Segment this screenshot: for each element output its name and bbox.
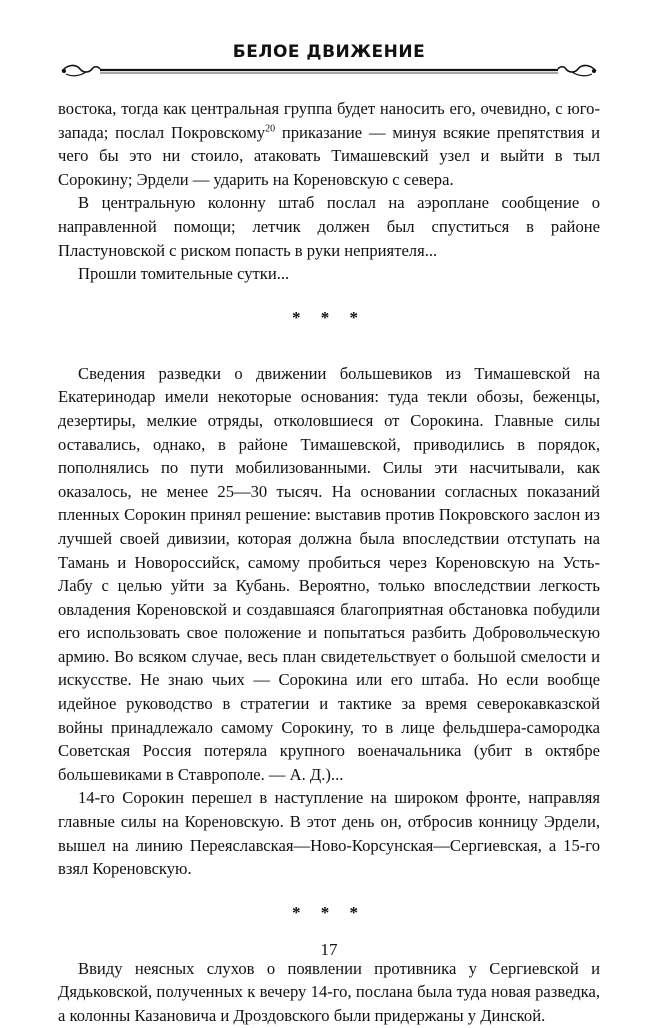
section-separator: * * * — [292, 307, 366, 327]
paragraph-1-start: востока, тогда как центральная группа будет наносить его, очевидно, с юго-запада; послал Покровскому — [58, 99, 600, 142]
paragraph-5: 14-го Сорокин перешел в наступление на широком фронте, направляя главные силы на Кореновскую. В этот день он, отбросив конницу Эрдели, вышел на линию Переяславская—Ново-Корсунская—Сергиевская, а 15-го взял Кореновскую. — [58, 788, 600, 879]
paragraph-2: В центральную колонну штаб послал на аэроплане сообщение о направленной помощи; летчик должен был спуститься в районе Пластуновской с риском попасть в руки неприятеля... — [58, 193, 600, 260]
main-text — [58, 97, 600, 1028]
paragraph-1 — [58, 97, 600, 191]
paragraph-1-end: приказание — минуя всякие препятствия и чего бы это ни стоило, атаковать Тимашевский узел и выйти в тыл Сорокину; Эрдели — ударить на Кореновскую с севера. — [58, 122, 600, 189]
running-title: БЕЛОЕ ДВИЖЕНИЕ — [232, 42, 426, 62]
paragraph-3: Прошли томительные сутки... — [78, 264, 290, 284]
paragraph-4: Сведения разведки о движении большевиков из Тимашевской на Екатеринодар имели некоторые основания: туда текли обозы, беженцы, дезертиры, мелкие отряды, отколовшиеся от Сорокина. Главные силы оставались, однако, в районе Тимашевской, приводились в порядок, пополнялись по пути мобилизованными. Силы эти насчитывали, как оказалось, не менее 25—30 тысяч. На основании согласных показаний пленных Сорокин принял решение: выставив против Покровского заслон из лучшей своей дивизии, которая должна была впоследствии отступать на Тамань и Новороссийск, самому пробиться через Кореновскую на Усть-Лабу с целью уйти за Кубань. Вероятно, только впоследствии легкость овладения Кореновской и создавшаяся благоприятная обстановка побудили его использовать свое положение и попытаться разбить Добровольческую армию. Во всяком случае, весь план свидетельствует о большой смелости и искусстве. Не знаю чьих — Сорокина или его штаба. Но если вообще идейное руководство в стратегии и тактике за время северокавказской войны принадлежало самому Сорокину, то в лице фельдшера-самородка Советская Россия потеряла крупного военачальника (убит в октябре большевиками в Ставрополе. — А. Д.)... — [58, 363, 600, 784]
footnote-reference[interactable]: 20 — [265, 123, 276, 135]
section-separator: * * * — [292, 902, 366, 922]
running-head — [56, 40, 602, 80]
paragraph-6: Ввиду неясных слухов о появлении противника у Сергиевской и Дядьковской, полученных к вечеру 14-го, послана была туда новая разведка, а колонны Казановича и Дроздовского были придержаны у Динской. — [58, 958, 600, 1025]
ornament-rule-icon — [56, 62, 602, 78]
page-number: 17 — [320, 940, 338, 959]
